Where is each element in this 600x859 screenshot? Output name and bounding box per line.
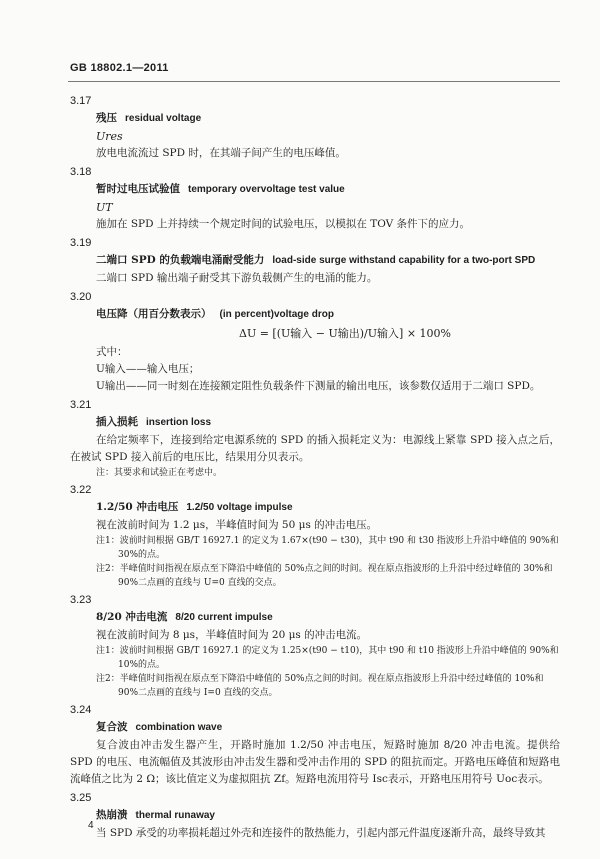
- term-cn: 8/20 冲击电流: [96, 611, 168, 623]
- section-number: 3.22: [70, 484, 92, 496]
- term-heading: [70, 305, 560, 324]
- definition-text: 施加在 SPD 上并持续一个规定时间的试验电压，以模拟在 TOV 条件下的应力。: [96, 218, 471, 230]
- term-heading: [70, 180, 560, 199]
- section-3-22: [70, 482, 560, 590]
- term-heading: [70, 251, 560, 270]
- note: 注1：波前时间根据 GB/T 16927.1 的定义为 1.25×(t90 − t10)，其中 t90 和 t10 指波形上升沿中峰值的 90%和 10%的点。: [96, 646, 559, 670]
- section-3-24: [70, 702, 560, 788]
- content: [70, 91, 560, 842]
- definition-text: 视在波前时间为 1.2 μs，半峰值时间为 50 μs 的冲击电压。: [96, 519, 378, 531]
- note: 注2：半峰值时间指视在原点至下降沿中峰值的 50%点之间的时间。视在原点指波形的上升沿中经过峰值的 30%和 90%二点画的直线与 U=0 直线的交点。: [96, 564, 553, 588]
- definition-text: 在给定频率下，连接到给定电源系统的 SPD 的插入损耗定义为：电源线上紧靠 SPD 接入点之后，在被试 SPD 接入前后的电压比，结果用分贝表示。: [70, 434, 560, 463]
- standard-number: GB 18802.1—2011: [70, 62, 169, 74]
- section-3-19: [70, 235, 560, 287]
- section-3-25: [70, 790, 560, 842]
- term-en: insertion loss: [146, 417, 212, 428]
- term-heading: [70, 109, 560, 128]
- term-en: load-side surge withstand capability for a two-port SPD: [272, 255, 536, 266]
- section-3-17: [70, 93, 560, 162]
- definition-text: 当 SPD 承受的功率损耗超过外壳和连接件的散热能力，引起内部元件温度逐渐升高，最终导致其: [96, 827, 546, 839]
- term-heading: [70, 608, 560, 627]
- definition-text: 放电电流流过 SPD 时，在其端子间产生的电压峰值。: [96, 147, 346, 159]
- note: 注2：半峰值时间指视在原点至下降沿中峰值的 50%点之间的时间。视在原点指波形上升沿中经过峰值的 10%和 90%二点画的直线与 I=0 直线的交点。: [96, 674, 544, 698]
- term-cn: 复合波: [96, 721, 128, 733]
- section-3-23: [70, 592, 560, 700]
- term-heading: [70, 498, 560, 517]
- page-number: 4: [88, 820, 94, 831]
- where-label: 式中：: [96, 346, 128, 358]
- section-number: 3.25: [70, 792, 92, 804]
- section-3-21: [70, 397, 560, 480]
- section-number: 3.17: [70, 95, 92, 107]
- term-symbol: UT: [96, 201, 113, 214]
- voltage-drop-formula: ΔU = [(U输入 − U输出)/U输入] × 100%: [239, 327, 451, 340]
- term-heading: [70, 806, 560, 825]
- term-cn: 二端口 SPD 的负载端电涌耐受能力: [96, 254, 265, 266]
- term-cn: 插入损耗: [96, 416, 138, 428]
- definition-text: 二端口 SPD 输出端子耐受其下游负载侧产生的电涌的能力。: [96, 272, 378, 284]
- symbol-definition: U输入——输入电压；: [96, 363, 200, 375]
- note: 注1：波前时间根据 GB/T 16927.1 的定义为 1.67×(t90 − t30)，其中 t90 和 t30 指波形上升沿中峰值的 90%和 30%的点。: [96, 536, 559, 560]
- section-number: 3.23: [70, 594, 92, 606]
- section-number: 3.20: [70, 291, 92, 303]
- term-cn: 电压降（用百分数表示）: [96, 308, 212, 320]
- section-3-18: [70, 164, 560, 233]
- term-en: thermal runaway: [135, 810, 215, 821]
- term-heading: [70, 413, 560, 432]
- term-cn: 暂时过电压试验值: [96, 183, 180, 195]
- section-number: 3.19: [70, 237, 92, 249]
- term-cn: 残压: [96, 112, 117, 124]
- header-rule: [68, 81, 560, 82]
- definition-text: 视在波前时间为 8 μs，半峰值时间为 20 μs 的冲击电流。: [96, 629, 368, 641]
- note: 注：其要求和试验正在考虑中。: [96, 468, 223, 478]
- term-cn: 热崩溃: [96, 809, 128, 821]
- definition-text: 复合波由冲击发生器产生，开路时施加 1.2/50 冲击电压，短路时施加 8/20 冲击电流。提供给 SPD 的电压、电流幅值及其波形由冲击发生器和受冲击作用的 SPD 的阻抗而定。开路电压峰值和短路电流峰值之比为 2 Ω；该比值定义为虚拟阻抗 Zf。短路电流用符号 Isc表示，开路电压用符号 Uoc表示。: [70, 739, 560, 785]
- term-en: (in percent)voltage drop: [219, 309, 334, 320]
- section-3-20: [70, 289, 560, 395]
- term-symbol: Ures: [96, 130, 123, 143]
- section-number: 3.18: [70, 166, 92, 178]
- term-cn: 1.2/50 冲击电压: [96, 501, 179, 513]
- symbol-definition: U输出——同一时刻在连接额定阻性负载条件下测量的输出电压，该参数仅适用于二端口 SPD。: [96, 380, 541, 392]
- term-en: 1.2/50 voltage impulse: [186, 502, 293, 513]
- term-en: residual voltage: [125, 113, 202, 124]
- section-number: 3.24: [70, 704, 92, 716]
- term-heading: [70, 718, 560, 737]
- term-en: temporary overvoltage test value: [188, 184, 345, 195]
- term-en: combination wave: [135, 722, 223, 733]
- term-en: 8/20 current impulse: [175, 612, 273, 623]
- section-number: 3.21: [70, 399, 92, 411]
